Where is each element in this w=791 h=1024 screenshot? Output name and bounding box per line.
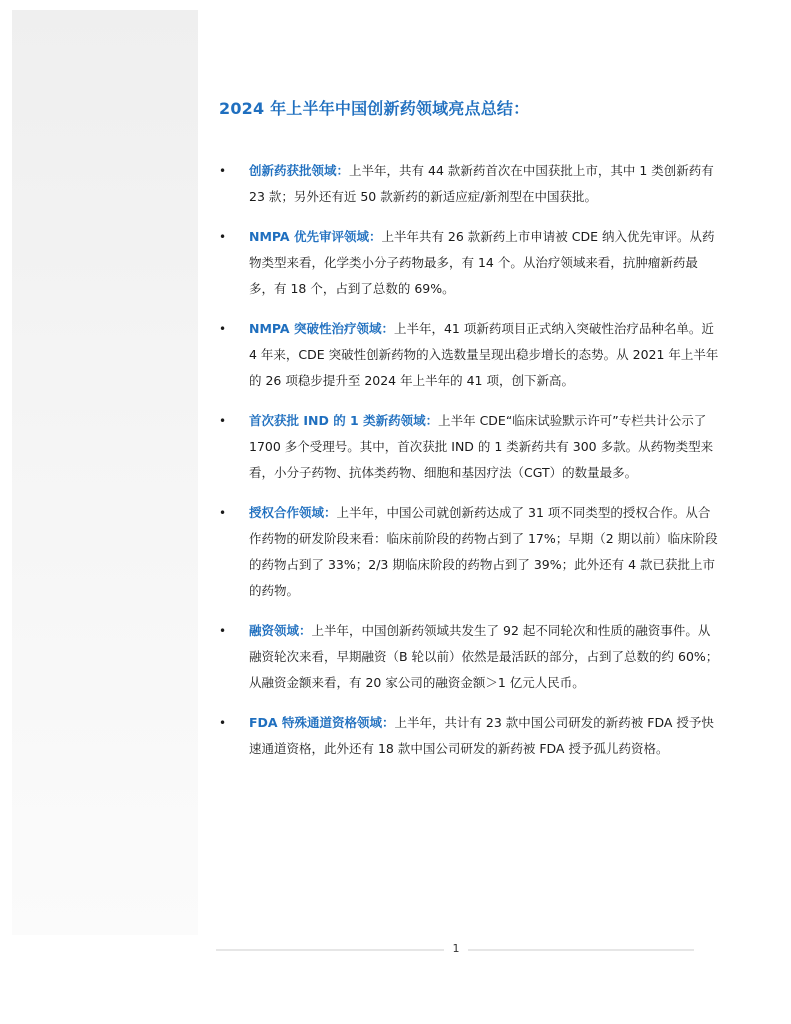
bullet-icon: • xyxy=(219,716,227,730)
document-body xyxy=(219,96,719,776)
highlight-label: 融资领域： xyxy=(249,623,312,638)
highlight-text: 上半年，中国公司就创新药达成了 31 项不同类型的授权合作。从合作药物的研发阶段来看：临床前阶段的药物占到了 17%；早期（2 期以前）临床阶段的药物占到了 33%；2/3 期临床阶段的药物占到了 39%；此外还有 4 款已获批上市的药物。 xyxy=(249,505,718,598)
page-footer xyxy=(216,940,694,962)
footer-rule-right xyxy=(468,949,694,951)
highlight-label: 授权合作领域： xyxy=(249,505,337,520)
highlight-first-ind xyxy=(219,408,719,486)
highlight-financing xyxy=(219,618,719,696)
bullet-icon: • xyxy=(219,230,227,244)
footer-rule-left xyxy=(216,949,444,951)
highlights-list xyxy=(219,158,719,762)
decorative-side-band xyxy=(12,10,198,935)
bullet-icon: • xyxy=(219,164,227,178)
bullet-icon: • xyxy=(219,414,227,428)
highlight-text: 上半年共有 26 款新药上市申请被 CDE 纳入优先审评。从药物类型来看，化学类小分子药物最多，有 14 个。从治疗领域来看，抗肿瘤新药最多，有 18 个，占到了总数的 69%。 xyxy=(249,229,715,296)
highlight-text: 上半年，中国创新药领域共发生了 92 起不同轮次和性质的融资事件。从融资轮次来看，早期融资（B 轮以前）依然是最活跃的部分，占到了总数的约 60%；从融资金额来看，有 20 家公司的融资金额＞1 亿元人民币。 xyxy=(249,623,719,690)
bullet-icon: • xyxy=(219,506,227,520)
highlight-priority-review xyxy=(219,224,719,302)
highlight-text: 上半年 CDE“临床试验默示许可”专栏共计公示了 1700 多个受理号。其中，首次获批 IND 的 1 类新药共有 300 多款。从药物类型来看，小分子药物、抗体类药物、细胞和基因疗法（CGT）的数量最多。 xyxy=(249,413,714,480)
highlight-text: 上半年，41 项新药项目正式纳入突破性治疗品种名单。近 4 年来，CDE 突破性创新药物的入选数量呈现出稳步增长的态势。从 2021 年上半年的 26 项稳步提升至 2024 年上半年的 41 项，创下新高。 xyxy=(249,321,719,388)
highlight-label: NMPA 优先审评领域： xyxy=(249,229,382,244)
highlight-label: 创新药获批领域： xyxy=(249,163,350,178)
bullet-icon: • xyxy=(219,322,227,336)
page-title: 2024 年上半年中国创新药领域亮点总结： xyxy=(219,99,530,118)
highlight-breakthrough-therapy xyxy=(219,316,719,394)
highlight-licensing xyxy=(219,500,719,604)
highlight-fda-designations xyxy=(219,710,719,762)
highlight-label: 首次获批 IND 的 1 类新药领域： xyxy=(249,413,439,428)
bullet-icon: • xyxy=(219,624,227,638)
highlight-label: FDA 特殊通道资格领域： xyxy=(249,715,395,730)
page-number: 1 xyxy=(452,942,460,955)
highlight-text: 上半年，共有 44 款新药首次在中国获批上市，其中 1 类创新药有 23 款；另外还有近 50 款新药的新适应症/新剂型在中国获批。 xyxy=(249,163,714,204)
highlight-label: NMPA 突破性治疗领域： xyxy=(249,321,394,336)
highlight-approvals xyxy=(219,158,719,210)
highlight-text: 上半年，共计有 23 款中国公司研发的新药被 FDA 授予快速通道资格，此外还有 18 款中国公司研发的新药被 FDA 授予孤儿药资格。 xyxy=(249,715,714,756)
